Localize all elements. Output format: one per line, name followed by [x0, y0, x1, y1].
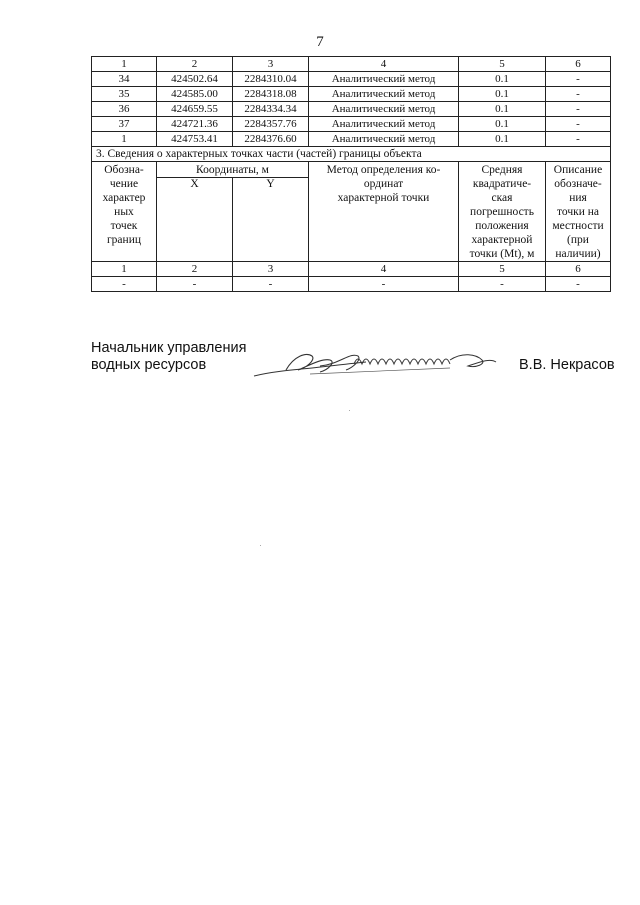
empty-cell: -	[92, 277, 157, 292]
empty-cell: -	[233, 277, 309, 292]
column-number: 3	[233, 262, 309, 277]
coord-y: 2284318.08	[233, 87, 309, 102]
table-row	[92, 117, 611, 132]
scan-speck	[260, 545, 261, 546]
coordinates-table	[91, 56, 611, 292]
mt-value: 0.1	[459, 132, 546, 147]
position-line-2: водных ресурсов	[91, 357, 207, 373]
empty-cell: -	[459, 277, 546, 292]
mt-value: 0.1	[459, 72, 546, 87]
header-x: X	[157, 178, 233, 262]
header-point-designation: Обозна- чение характер ных точек границ	[92, 162, 157, 262]
coord-y: 2284310.04	[233, 72, 309, 87]
column-number: 2	[157, 57, 233, 72]
coord-x: 424585.00	[157, 87, 233, 102]
description: -	[546, 72, 611, 87]
method: Аналитический метод	[309, 132, 459, 147]
column-number: 4	[309, 262, 459, 277]
coord-y: 2284376.60	[233, 132, 309, 147]
coord-x: 424721.36	[157, 117, 233, 132]
point-id: 35	[92, 87, 157, 102]
table-row	[92, 277, 611, 292]
empty-cell: -	[157, 277, 233, 292]
table-row	[92, 87, 611, 102]
header-method: Метод определения ко- ординат характерной точки	[309, 162, 459, 262]
coord-x: 424753.41	[157, 132, 233, 147]
empty-cell: -	[309, 277, 459, 292]
column-number: 4	[309, 57, 459, 72]
signatory-position	[91, 340, 246, 374]
header-description: Описание обозначе- ния точки на местности (при наличии)	[546, 162, 611, 262]
coord-y: 2284357.76	[233, 117, 309, 132]
section-title: 3. Сведения о характерных точках части (частей) границы объекта	[92, 147, 611, 162]
section-header-row	[92, 162, 611, 178]
point-id: 37	[92, 117, 157, 132]
description: -	[546, 102, 611, 117]
table-row	[92, 132, 611, 147]
column-number: 6	[546, 57, 611, 72]
column-number: 1	[92, 57, 157, 72]
mt-value: 0.1	[459, 87, 546, 102]
method: Аналитический метод	[309, 102, 459, 117]
column-number: 5	[459, 262, 546, 277]
column-number-row	[92, 262, 611, 277]
mt-value: 0.1	[459, 117, 546, 132]
section-title-row	[92, 147, 611, 162]
description: -	[546, 132, 611, 147]
method: Аналитический метод	[309, 72, 459, 87]
coord-x: 424502.64	[157, 72, 233, 87]
coord-x: 424659.55	[157, 102, 233, 117]
scan-speck	[349, 410, 350, 411]
table-row	[92, 72, 611, 87]
column-number: 3	[233, 57, 309, 72]
header-coordinates: Координаты, м	[157, 162, 309, 178]
point-id: 1	[92, 132, 157, 147]
description: -	[546, 87, 611, 102]
column-number: 2	[157, 262, 233, 277]
handwritten-signature	[250, 346, 500, 382]
empty-cell: -	[546, 277, 611, 292]
header-mt: Средняя квадратиче- ская погрешность положения характерной точки (Mt), м	[459, 162, 546, 262]
header-y: Y	[233, 178, 309, 262]
position-line-1: Начальник управления	[91, 340, 247, 356]
column-number: 1	[92, 262, 157, 277]
column-number: 6	[546, 262, 611, 277]
method: Аналитический метод	[309, 87, 459, 102]
coord-y: 2284334.34	[233, 102, 309, 117]
table-row	[92, 102, 611, 117]
description: -	[546, 117, 611, 132]
signatory-name: В.В. Некрасов	[519, 357, 615, 373]
point-id: 34	[92, 72, 157, 87]
column-number: 5	[459, 57, 546, 72]
point-id: 36	[92, 102, 157, 117]
page-number: 7	[316, 34, 324, 50]
column-number-row	[92, 57, 611, 72]
mt-value: 0.1	[459, 102, 546, 117]
method: Аналитический метод	[309, 117, 459, 132]
